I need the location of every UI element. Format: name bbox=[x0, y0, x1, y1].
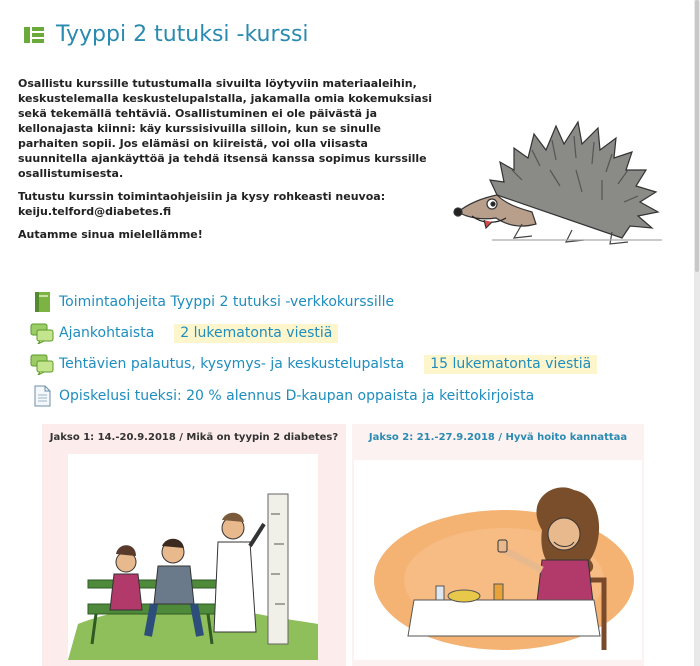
section-title[interactable]: Jakso 2: 21.-27.9.2018 / Hyvä hoito kannattaa bbox=[368, 432, 628, 443]
activity-discount-page[interactable] bbox=[30, 384, 534, 408]
intro-closing: Autamme sinua mielellämme! bbox=[18, 228, 203, 241]
hedgehog-illustration bbox=[452, 100, 672, 250]
unread-badge[interactable]: 15 lukematonta viestiä bbox=[424, 355, 597, 374]
activity-news-forum[interactable] bbox=[30, 321, 338, 345]
scrollbar-thumb[interactable] bbox=[695, 0, 699, 272]
intro-contact: Tutustu kurssin toimintaohjeisiin ja kysy rohkeasti neuvoa: keiju.telford@diabetes.fi bbox=[18, 190, 386, 218]
activity-instructions-link[interactable] bbox=[30, 290, 394, 314]
unread-badge[interactable]: 2 lukematonta viestiä bbox=[174, 324, 338, 343]
topic-outline-icon bbox=[24, 27, 44, 43]
forum-icon bbox=[30, 352, 54, 376]
activity-discussion-forum[interactable] bbox=[30, 352, 597, 376]
section-card[interactable] bbox=[42, 424, 346, 666]
page-scrollbar[interactable] bbox=[694, 0, 700, 666]
document-icon bbox=[30, 384, 54, 408]
book-icon bbox=[30, 290, 54, 314]
activity-label[interactable]: Tehtävien palautus, kysymys- ja keskustelupalsta bbox=[59, 356, 405, 372]
activity-label[interactable]: Opiskelusi tueksi: 20 % alennus D-kaupan oppaista ja keittokirjoista bbox=[59, 388, 535, 404]
page-title: Tyyppi 2 tutuksi -kurssi bbox=[56, 22, 309, 47]
forum-icon bbox=[30, 321, 54, 345]
page-header bbox=[24, 22, 309, 47]
woman-at-table-illustration bbox=[354, 460, 642, 660]
section-title[interactable]: Jakso 1: 14.-20.9.2018 / Mikä on tyypin 2 diabetes? bbox=[49, 432, 339, 443]
people-on-bench-illustration bbox=[68, 454, 318, 660]
section-card[interactable] bbox=[352, 424, 644, 666]
activity-label[interactable]: Toimintaohjeita Tyyppi 2 tutuksi -verkkokurssille bbox=[59, 294, 395, 310]
activity-label[interactable]: Ajankohtaista bbox=[59, 325, 155, 341]
intro-paragraph: Osallistu kurssille tutustumalla sivuilta löytyviin materiaaleihin, keskustelemalla keskustelupalstalla, jakamalla omia kokemuksiasi sekä tekemällä tehtäviä. Osallistuminen ei ole päivästä ja kellonajasta kiinni: käy kurssisivuilla silloin, kun se sinulle parhaiten sopii. Jos elämäsi on kiireistä, voi olla viisasta suunnitella ajankäyttöä ja tehdä itsensä kanssa sopimus kurssille osallistumisesta. bbox=[18, 77, 433, 180]
course-intro bbox=[18, 76, 438, 250]
